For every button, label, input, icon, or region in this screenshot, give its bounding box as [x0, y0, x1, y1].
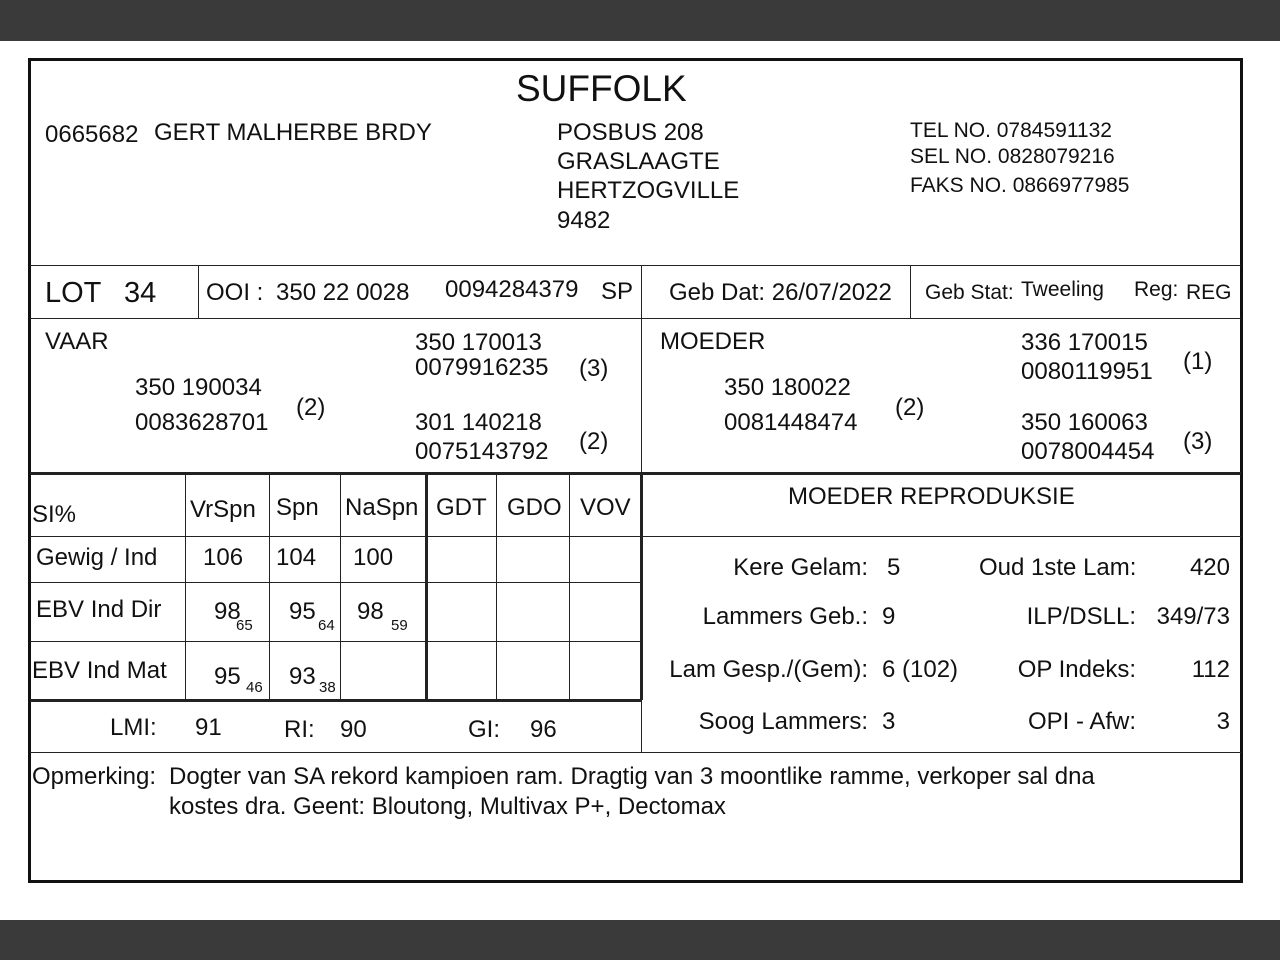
- sire-dam-grade: (2): [579, 428, 609, 455]
- sire-dam-id: 0075143792: [415, 438, 549, 465]
- ooi-label: OOI :: [206, 279, 264, 306]
- sire-id: 0083628701: [135, 409, 269, 436]
- address-line: 9482: [557, 207, 611, 234]
- rule-pedigree-bottom: [30, 472, 1241, 475]
- soog-lammers-label: Soog Lammers:: [698, 708, 868, 735]
- rule-table-row1-bottom: [30, 582, 642, 583]
- ri-label: RI:: [284, 716, 315, 743]
- birth-status-label: Geb Stat:: [925, 281, 1014, 304]
- ilp-dsll-label: ILP/DSLL:: [1026, 603, 1136, 630]
- gi-label: GI:: [468, 716, 501, 743]
- op-indeks-value: 112: [1191, 656, 1230, 683]
- reproduction-title: MOEDER REPRODUKSIE: [788, 483, 1075, 510]
- sire-grade: (2): [296, 394, 326, 421]
- dam-id: 0081448474: [724, 409, 858, 436]
- kere-gelam-value: 5: [887, 554, 901, 581]
- sire-sire-id: 0079916235: [415, 354, 549, 381]
- ebv-mat-spn: 93: [289, 663, 316, 690]
- ri-value: 90: [340, 716, 367, 743]
- rule-lot-divider: [198, 266, 199, 318]
- ebv-dir-vrspn-accuracy: 65: [236, 617, 253, 634]
- opi-afw-value: 3: [1216, 708, 1230, 735]
- animal-id: 0094284379: [445, 276, 579, 303]
- header-gdo: GDO: [507, 494, 562, 521]
- rule-col-spn: [269, 474, 270, 700]
- soog-lammers-value: 3: [882, 708, 896, 735]
- lam-gesp-label: Lam Gesp./(Gem):: [669, 656, 868, 683]
- fax-number: FAKS NO. 0866977985: [910, 174, 1130, 197]
- ebv-dir-vrspn: 98: [214, 598, 241, 625]
- dam-section-label: MOEDER: [660, 328, 766, 355]
- registration-value: REG: [1186, 281, 1232, 304]
- remark-line-2: kostes dra. Geent: Bloutong, Multivax P+, Dectomax: [169, 793, 726, 820]
- header-naspn: NaSpn: [345, 494, 419, 521]
- header-si-percent: SI%: [32, 501, 77, 528]
- ebv-dir-naspn: 98: [357, 598, 384, 625]
- dam-dam-id: 0078004454: [1021, 438, 1155, 465]
- lot-number: 34: [124, 277, 157, 309]
- header-gdt: GDT: [436, 494, 487, 521]
- address-line: POSBUS 208: [557, 119, 704, 146]
- opi-afw-label: OPI - Afw:: [1027, 708, 1136, 735]
- gewig-spn: 104: [276, 544, 317, 571]
- rule-gebstat-divider: [910, 266, 911, 318]
- oud-1ste-lam-value: 420: [1189, 554, 1230, 581]
- birth-date: Geb Dat: 26/07/2022: [669, 279, 892, 306]
- gewig-naspn: 100: [353, 544, 394, 571]
- remark-line-1: Dogter van SA rekord kampioen ram. Dragtig van 3 moontlike ramme, verkoper sal dna: [169, 763, 1095, 790]
- row-label-ebv-mat: EBV Ind Mat: [32, 657, 167, 684]
- address-line: GRASLAAGTE: [557, 148, 720, 175]
- dam-dam-number: 350 160063: [1021, 409, 1148, 436]
- ebv-mat-vrspn: 95: [214, 663, 241, 690]
- ebv-dir-naspn-accuracy: 59: [391, 617, 408, 634]
- op-indeks-label: OP Indeks:: [1017, 656, 1136, 683]
- header-spn: Spn: [276, 494, 319, 521]
- sire-number: 350 190034: [135, 374, 262, 401]
- registration-label: Reg:: [1134, 278, 1179, 301]
- lammers-geb-label: Lammers Geb.:: [702, 603, 868, 630]
- oud-1ste-lam-label: Oud 1ste Lam:: [979, 554, 1137, 581]
- header-vrspn: VrSpn: [190, 496, 256, 523]
- ebv-dir-spn-accuracy: 64: [318, 617, 335, 634]
- rule-col-vov: [569, 474, 570, 700]
- rule-col-gdo: [496, 474, 497, 700]
- lam-gesp-value: 6 (102): [882, 656, 959, 683]
- rule-lot-bottom: [30, 318, 1241, 319]
- rule-col-naspn: [340, 474, 341, 700]
- rule-table-header-bottom: [30, 536, 1241, 537]
- sire-dam-number: 301 140218: [415, 409, 542, 436]
- dam-sire-id: 0080119951: [1021, 358, 1153, 385]
- rule-col-gdt: [425, 474, 428, 700]
- lmi-label: LMI:: [110, 714, 157, 741]
- lammers-geb-value: 9: [882, 603, 896, 630]
- header-vov: VOV: [580, 494, 631, 521]
- sire-sire-number: 350 170013: [415, 329, 542, 356]
- rule-remark-top: [30, 752, 1241, 753]
- sp-code: SP: [601, 278, 634, 305]
- rule-col-vrspn: [185, 474, 186, 700]
- sire-section-label: VAAR: [45, 328, 109, 355]
- breed-title: SUFFOLK: [516, 68, 687, 109]
- seller-code: 0665682: [45, 121, 139, 148]
- ooi-value: 350 22 0028: [276, 279, 410, 306]
- ebv-mat-spn-accuracy: 38: [319, 679, 336, 696]
- row-label-gewig: Gewig / Ind: [36, 544, 158, 571]
- gewig-vrspn: 106: [203, 544, 244, 571]
- dam-grade: (2): [895, 394, 925, 421]
- row-label-ebv-dir: EBV Ind Dir: [36, 596, 162, 623]
- dam-sire-grade: (1): [1183, 348, 1213, 375]
- rule-header-bottom: [30, 265, 1241, 266]
- sire-sire-grade: (3): [579, 355, 609, 382]
- lot-label: LOT: [45, 277, 102, 309]
- dam-dam-grade: (3): [1183, 428, 1213, 455]
- kere-gelam-label: Kere Gelam:: [733, 554, 868, 581]
- ilp-dsll-value: 349/73: [1156, 603, 1230, 630]
- rule-table-row2-bottom: [30, 641, 642, 642]
- tel-number: TEL NO. 0784591132: [910, 119, 1112, 142]
- remark-label: Opmerking:: [32, 763, 157, 790]
- rule-table-bottom: [30, 699, 642, 702]
- cell-number: SEL NO. 0828079216: [910, 145, 1115, 168]
- ebv-dir-spn: 95: [289, 598, 316, 625]
- dam-sire-number: 336 170015: [1021, 329, 1148, 356]
- address-line: HERTZOGVILLE: [557, 177, 740, 204]
- seller-name: GERT MALHERBE BRDY: [154, 119, 432, 146]
- birth-status-value: Tweeling: [1021, 278, 1104, 301]
- lmi-value: 91: [195, 714, 222, 741]
- dam-number: 350 180022: [724, 374, 851, 401]
- gi-value: 96: [530, 716, 557, 743]
- ebv-mat-vrspn-accuracy: 46: [246, 679, 263, 696]
